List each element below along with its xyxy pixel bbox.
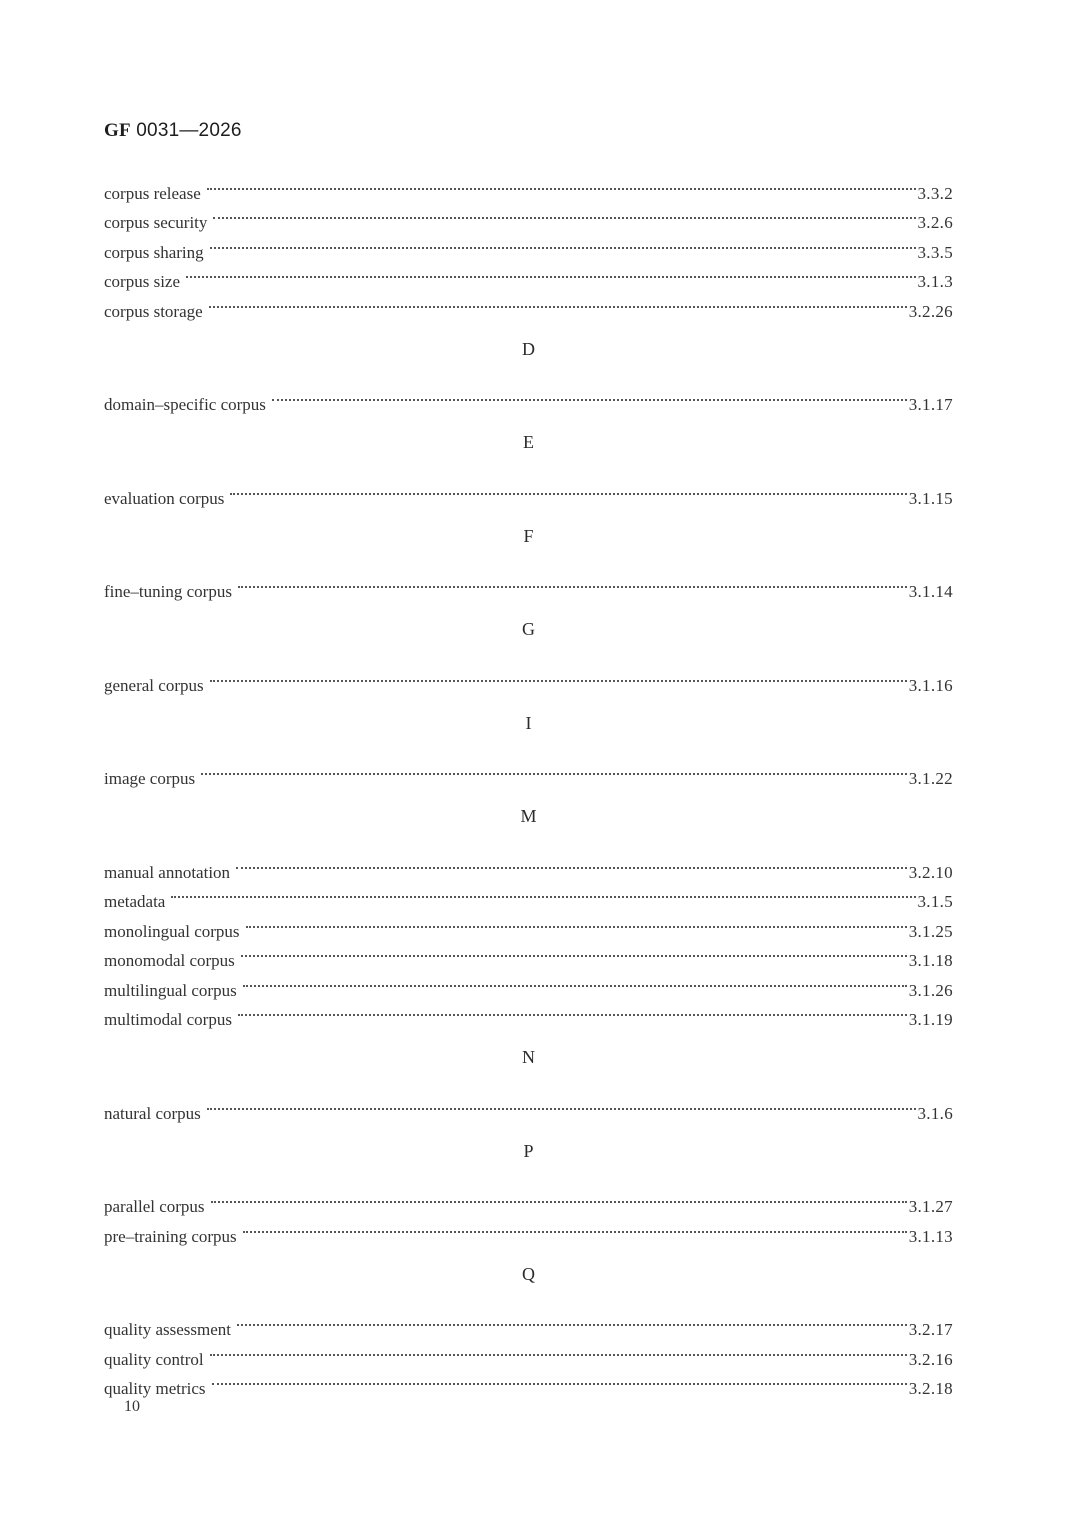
dot-leader (272, 381, 907, 411)
index-term: corpus release (104, 183, 201, 203)
index-entry (104, 907, 953, 941)
clause-reference: 3.1.17 (908, 395, 953, 414)
index-entry (104, 1335, 953, 1369)
index-entry (104, 169, 953, 203)
index-term: general corpus (104, 675, 204, 695)
clause-reference: 3.2.16 (908, 1349, 953, 1369)
dot-leader (171, 878, 915, 908)
clause-reference: 3.1.22 (908, 769, 953, 788)
section-letter-heading: P (523, 1140, 534, 1161)
section-letter-heading: N (522, 1047, 535, 1067)
index-term: multilingual corpus (104, 980, 237, 1000)
section-letter-heading: F (523, 525, 534, 546)
clause-reference: 3.2.10 (908, 862, 953, 882)
index-entry (104, 661, 953, 695)
section-letter-heading: M (520, 806, 537, 826)
index-entry (104, 878, 953, 911)
dot-leader (236, 848, 907, 878)
index-term: quality control (104, 1349, 204, 1369)
index-term: quality assessment (104, 1320, 232, 1339)
index-term: corpus storage (104, 301, 203, 321)
index-entry (104, 199, 953, 232)
index-term: metadata (104, 892, 166, 911)
clause-reference: 3.1.15 (908, 488, 953, 508)
dot-leader (212, 1365, 907, 1395)
index-term: pre–training corpus (104, 1226, 237, 1246)
clause-reference: 3.1.16 (908, 675, 953, 695)
index-term: corpus security (104, 213, 208, 232)
clause-reference: 3.3.5 (917, 242, 953, 262)
dot-leader (246, 907, 907, 937)
section-letter-heading: G (522, 619, 535, 639)
index-term: natural corpus (104, 1103, 201, 1123)
index-entry (104, 228, 953, 262)
section-letter-heading: D (522, 338, 535, 359)
index-entry (104, 1306, 953, 1339)
clause-reference: 3.1.26 (908, 980, 953, 1000)
index-term: fine–tuning corpus (104, 582, 232, 601)
index-entry (104, 1183, 953, 1216)
dot-leader (213, 199, 915, 229)
term-index (104, 169, 953, 1398)
index-entry (104, 568, 953, 601)
index-term: monolingual corpus (104, 921, 240, 941)
clause-reference: 3.3.2 (917, 183, 953, 203)
index-entry (104, 1365, 953, 1398)
clause-reference: 3.1.3 (917, 272, 953, 291)
dot-leader (243, 1212, 907, 1242)
dot-leader (210, 1335, 907, 1365)
section-letter-heading: I (525, 712, 532, 733)
index-entry (104, 474, 953, 508)
index-term: manual annotation (104, 862, 231, 882)
index-term: corpus sharing (104, 242, 204, 262)
index-entry (104, 848, 953, 882)
clause-reference: 3.1.19 (908, 1010, 953, 1029)
dot-leader (186, 258, 915, 288)
index-entry (104, 287, 953, 321)
dot-leader (207, 1089, 916, 1119)
index-entry (104, 381, 953, 414)
index-term: multimodal corpus (104, 1010, 232, 1029)
index-term: evaluation corpus (104, 488, 225, 508)
dot-leader (201, 755, 907, 785)
page-number: 10 (124, 1398, 140, 1415)
page-header (104, 120, 242, 142)
index-entry (104, 1212, 953, 1246)
dot-leader (211, 1183, 907, 1213)
index-term: corpus size (104, 272, 181, 291)
dot-leader (207, 169, 916, 199)
dot-leader (243, 966, 907, 996)
clause-reference: 3.1.14 (908, 582, 953, 601)
clause-reference: 3.2.6 (917, 213, 953, 232)
standard-code: GF (104, 120, 131, 141)
clause-reference: 3.1.5 (917, 892, 953, 911)
clause-reference: 3.1.27 (908, 1197, 953, 1216)
index-term: quality metrics (104, 1379, 206, 1398)
dot-leader (210, 228, 916, 258)
index-term: domain–specific corpus (104, 395, 266, 414)
dot-leader (237, 1306, 907, 1336)
clause-reference: 3.1.25 (908, 921, 953, 941)
dot-leader (238, 996, 907, 1026)
dot-leader (210, 661, 907, 691)
section-letter-heading: E (523, 432, 534, 452)
index-term: monomodal corpus (104, 951, 235, 970)
dot-leader (238, 568, 907, 598)
section-letter-heading: Q (522, 1263, 535, 1284)
index-entry (104, 1089, 953, 1123)
index-entry (104, 755, 953, 788)
standard-number: 0031—2026 (136, 120, 242, 141)
clause-reference: 3.2.17 (908, 1320, 953, 1339)
dot-leader (241, 937, 907, 967)
index-entry (104, 258, 953, 291)
clause-reference: 3.1.6 (917, 1103, 953, 1123)
dot-leader (230, 474, 906, 504)
clause-reference: 3.2.18 (908, 1379, 953, 1398)
clause-reference: 3.1.13 (908, 1226, 953, 1246)
dot-leader (209, 287, 907, 317)
index-term: parallel corpus (104, 1197, 205, 1216)
clause-reference: 3.1.18 (908, 951, 953, 970)
index-term: image corpus (104, 769, 196, 788)
clause-reference: 3.2.26 (908, 301, 953, 321)
